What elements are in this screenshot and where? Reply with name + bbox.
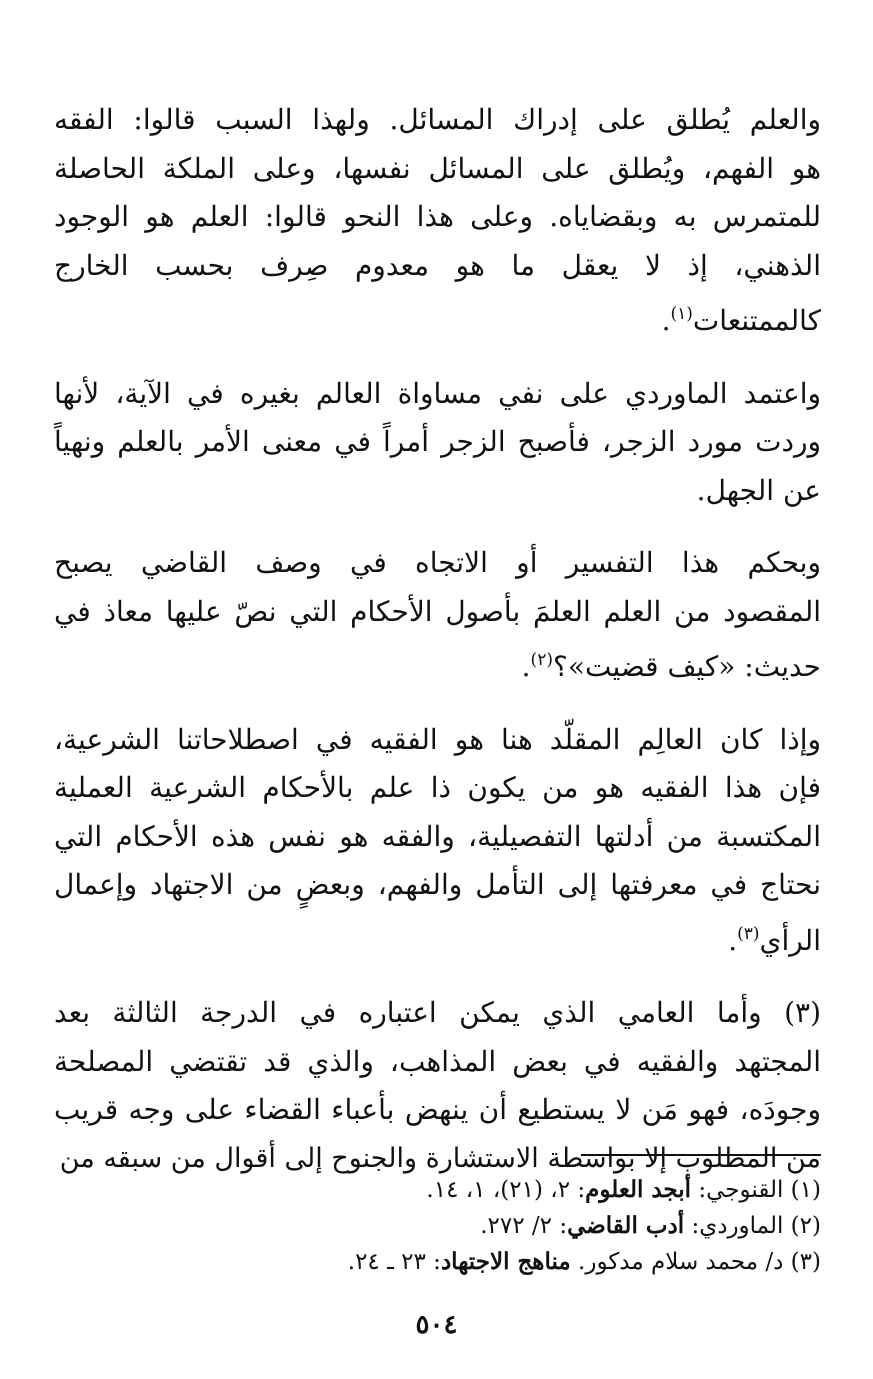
text-line: فإن هذا الفقيه هو من يكون ذا علم بالأحكام الشرعية العملية (54, 771, 821, 804)
text-line: وجودَه، فهو مَن لا يستطيع أن ينهض بأعباء القضاء على وجه قريب (54, 1093, 821, 1126)
text-line: المكتسبة من أدلتها التفصيلية، والفقه هو نفس هذه الأحكام التي (54, 819, 821, 853)
tail-text: عن الجهل. (696, 473, 821, 507)
text-line: وإذا كان العالِم المقلّد هنا هو الفقيه في اصطلاحاتنا الشرعية، (54, 722, 821, 756)
text-line: المجتهد والفقيه في بعض المذاهب، والذي قد تقتضي المصلحة (54, 1044, 821, 1078)
footnote-marker: (١) (670, 304, 693, 324)
footnote-1: (١) القنوجي: أبجد العلوم: ٢، (٢١)، ١، ١٤. (426, 1176, 821, 1203)
tail-text: الرأي (759, 923, 821, 957)
text-line: الذهني، إذ لا يعقل ما هو معدوم صِرف بحسب الخارج (54, 248, 821, 282)
tail-punctuation: . (728, 923, 738, 957)
text-line: (٣) وأما العامي الذي يمكن اعتباره في الدرجة الثالثة بعد (54, 996, 821, 1029)
text-line-final (54, 467, 821, 516)
text-line: للمتمرس به وبقضاياه. وعلى هذا النحو قالوا: العلم هو الوجود (54, 200, 821, 233)
text-line-final (54, 910, 821, 966)
paragraph (54, 96, 821, 346)
footnote-3: (٣) د/ محمد سلام مدكور. مناهج الاجتهاد: ٢٣ ـ ٢٤. (347, 1248, 821, 1275)
paragraph (54, 539, 821, 692)
text-line: نحتاج في معرفتها إلى التأمل والفهم، وبعضٍ من الاجتهاد وإعمال (54, 868, 821, 901)
text-line: والعلم يُطلق على إدراك المسائل. ولهذا السبب قالوا: الفقه (54, 103, 821, 136)
page-number: ٥٠٤ (415, 1310, 458, 1340)
text-line-final (54, 636, 821, 692)
text-line-final (54, 290, 821, 346)
footnote-marker: (٢) (530, 650, 553, 670)
paragraph (54, 716, 821, 966)
text-line: وردت مورد الزجر، فأصبح الزجر أمراً في معنى الأمر بالعلم ونهياً (54, 425, 821, 458)
tail-text: كالممتنعات (692, 304, 821, 337)
tail-text: حديث: «كيف قضيت»؟ (552, 650, 821, 683)
footnote-marker: (٣) (737, 923, 760, 944)
text-line: المقصود من العلم العلمَ بأصول الأحكام التي نصّ عليها معاذ في (54, 594, 821, 628)
text-line: من المطلوب إلا بواسطة الاستشارة والجنوح إلى أقوال من سبقه من (59, 1142, 821, 1174)
tail-punctuation: . (661, 304, 671, 337)
paragraph (54, 370, 821, 516)
tail-punctuation: . (521, 650, 531, 683)
footnote-separator (581, 1154, 821, 1156)
footnotes (54, 1172, 821, 1280)
text-line: واعتمد الماوردي على نفي مساواة العالم بغيره في الآية، لأنها (54, 376, 821, 410)
body-text (54, 96, 821, 1183)
text-line: هو الفهم، ويُطلق على المسائل نفسها، وعلى الملكة الحاصلة (54, 151, 821, 185)
footnote-2: (٢) الماوردي: أدب القاضي: ٢/ ٢٧٢. (480, 1212, 821, 1239)
text-line: وبحكم هذا التفسير أو الاتجاه في وصف القاضي يصبح (54, 546, 821, 579)
